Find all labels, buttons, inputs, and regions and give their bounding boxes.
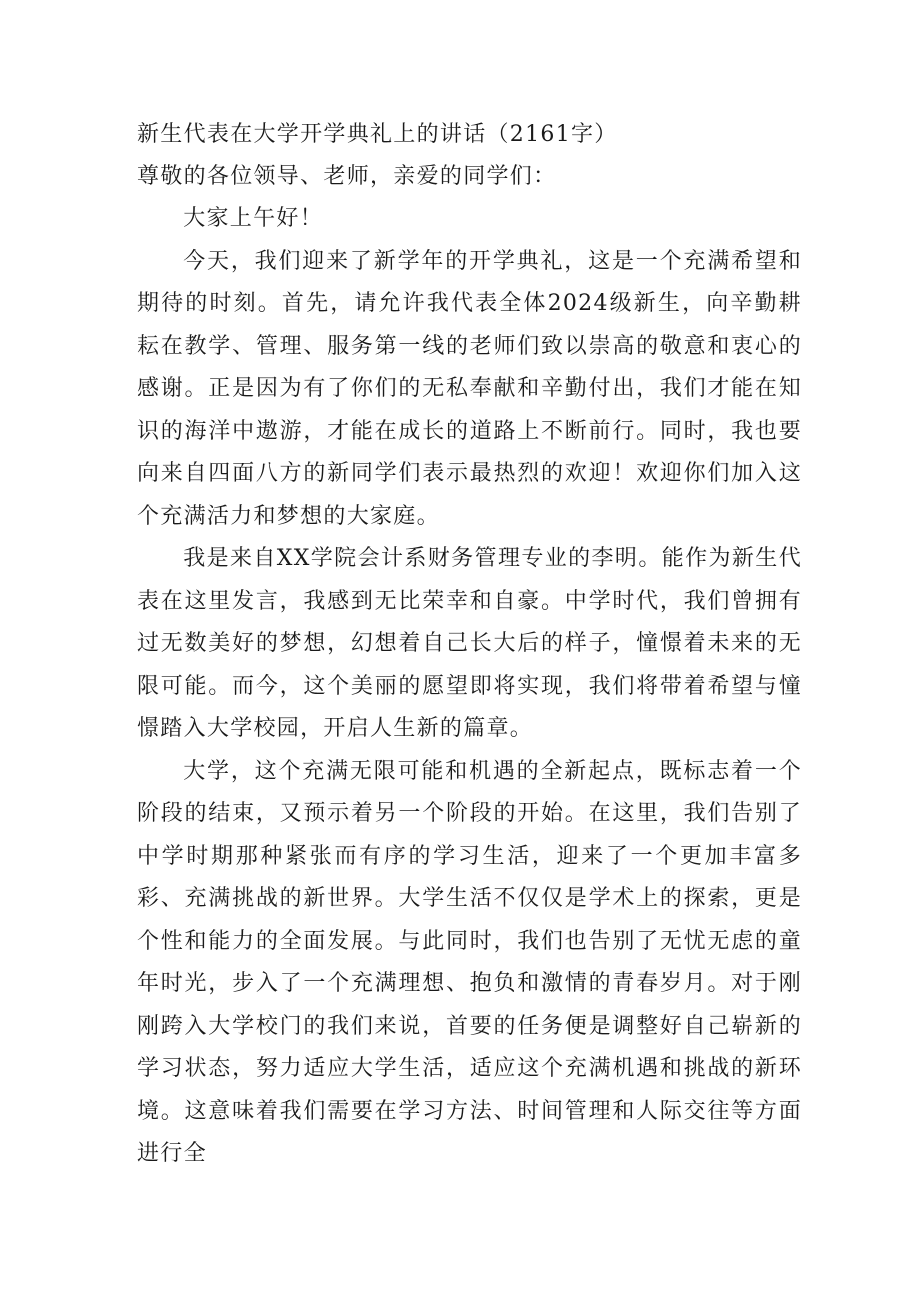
body-paragraph: 今天，我们迎来了新学年的开学典礼，这是一个充满希望和期待的时刻。首先，请允许我代表全体2024级新生，向辛勤耕耘在教学、管理、服务第一线的老师们致以崇高的敬意和衷心的感谢。正是因为有了你们的无私奉献和辛勤付出，我们才能在知识的海洋中遨游，才能在成长的道路上不断前行。同时，我也要向来自四面八方的新同学们表示最热烈的欢迎！欢迎你们加入这个充满活力和梦想的大家庭。 — [137, 248, 802, 529]
document-title: 新生代表在大学开学典礼上的讲话（2161字） — [137, 122, 618, 147]
greeting-paragraph: 大家上午好！ — [183, 206, 323, 231]
document-body — [137, 114, 802, 1176]
salutation: 尊敬的各位领导、老师，亲爱的同学们： — [137, 164, 557, 189]
body-paragraph: 大学，这个充满无限可能和机遇的全新起点，既标志着一个阶段的结束，又预示着另一个阶段的开始。在这里，我们告别了中学时期那种紧张而有序的学习生活，迎来了一个更加丰富多彩、充满挑战的新世界。大学生活不仅仅是学术上的探索，更是个性和能力的全面发展。与此同时，我们也告别了无忧无虑的童年时光，步入了一个充满理想、抱负和激情的青春岁月。对于刚刚跨入大学校门的我们来说，首要的任务便是调整好自己崭新的学习状态，努力适应大学生活，适应这个充满机遇和挑战的新环境。这意味着我们需要在学习方法、时间管理和人际交往等方面进行全 — [137, 758, 802, 1166]
body-paragraph: 我是来自XX学院会计系财务管理专业的李明。能作为新生代表在这里发言，我感到无比荣幸和自豪。中学时代，我们曾拥有过无数美好的梦想，幻想着自己长大后的样子，憧憬着未来的无限可能。而今，这个美丽的愿望即将实现，我们将带着希望与憧憬踏入大学校园，开启人生新的篇章。 — [137, 546, 802, 741]
